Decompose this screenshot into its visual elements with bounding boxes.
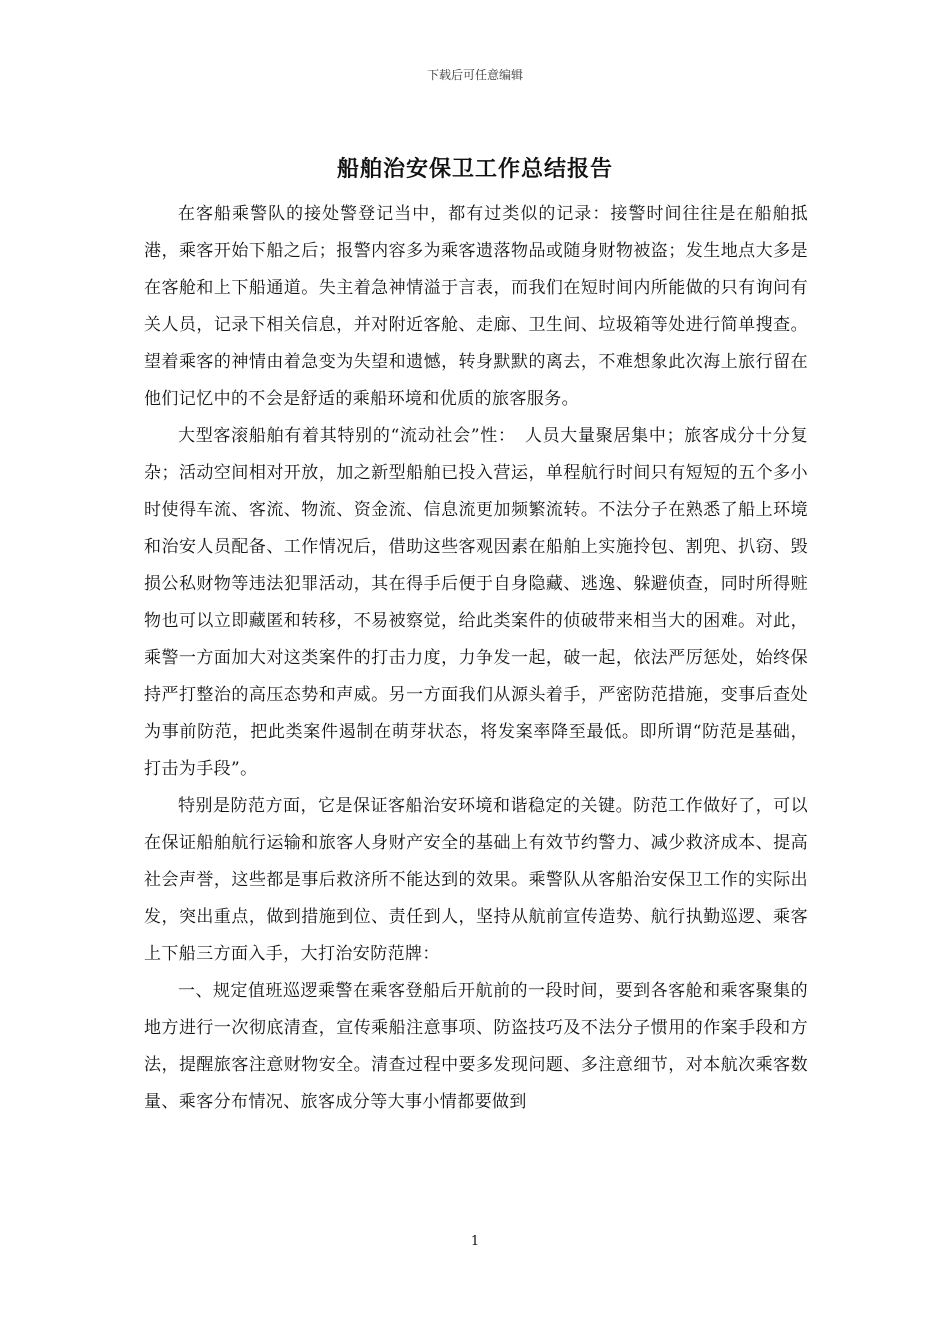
paragraph-4: 一、规定值班巡逻乘警在乘客登船后开航前的一段时间，要到各客舱和乘客聚集的地方进行一次彻底清查，宣传乘船注意事项、防盗技巧及不法分子惯用的作案手段和方法，提醒旅客注意财物安全。清查过程中要多发现问题、多注意细节，对本航次乘客数量、乘客分布情况、旅客成分等大事小情都要做到 — [144, 981, 808, 1112]
download-note: 下载后可任意编辑 — [426, 68, 523, 82]
paragraph-3: 特别是防范方面，它是保证客船治安环境和谐稳定的关键。防范工作做好了，可以在保证船舶航行运输和旅客人身财产安全的基础上有效节约警力、减少救济成本、提高社会声誉，这些都是事后救济所不能达到的效果。乘警队从客船治安保卫工作的实际出发，突出重点，做到措施到位、责任到人，坚持从航前宣传造势、航行执勤巡逻、乘客上下船三方面入手，大打治安防范牌： — [144, 796, 808, 964]
paragraph-2: 大型客滚船舶有着其特别的“流动社会”性： 人员大量聚居集中；旅客成分十分复杂；活动空间相对开放，加之新型船舶已投入营运，单程航行时间只有短短的五个多小时使得车流、客流、物流、资金流、信息流更加频繁流转。不法分子在熟悉了船上环境和治安人员配备、工作情况后，借助这些客观因素在船舶上实施拎包、割兜、扒窃、毁损公私财物等违法犯罪活动，其在得手后便于自身隐藏、逃逸、躲避侦查，同时所得赃物也可以立即藏匿和转移，不易被察觉，给此类案件的侦破带来相当大的困难。对此，乘警一方面加大对这类案件的打击力度，力争发一起，破一起，依法严厉惩处，始终保持严打整治的高压态势和声威。另一方面我们从源头着手，严密防范措施，变事后查处为事前防范，把此类案件遏制在萌芽状态，将发案率降至最低。即所谓“防范是基础，打击为手段”。 — [144, 426, 808, 779]
paragraph-1: 在客船乘警队的接处警登记当中，都有过类似的记录：接警时间往往是在船舶抵港，乘客开始下船之后；报警内容多为乘客遗落物品或随身财物被盗；发生地点大多是在客舱和上下船通道。失主着急神情溢于言表，而我们在短时间内所能做的只有询问有关人员，记录下相关信息，并对附近客舱、走廊、卫生间、垃圾箱等处进行简单搜查。望着乘客的神情由着急变为失望和遗憾，转身默默的离去，不难想象此次海上旅行留在他们记忆中的不会是舒适的乘船环境和优质的旅客服务。 — [144, 204, 808, 409]
page-number: 1 — [470, 1234, 480, 1249]
document-body — [144, 196, 808, 1121]
document-title: 船舶治安保卫工作总结报告 — [336, 156, 613, 182]
